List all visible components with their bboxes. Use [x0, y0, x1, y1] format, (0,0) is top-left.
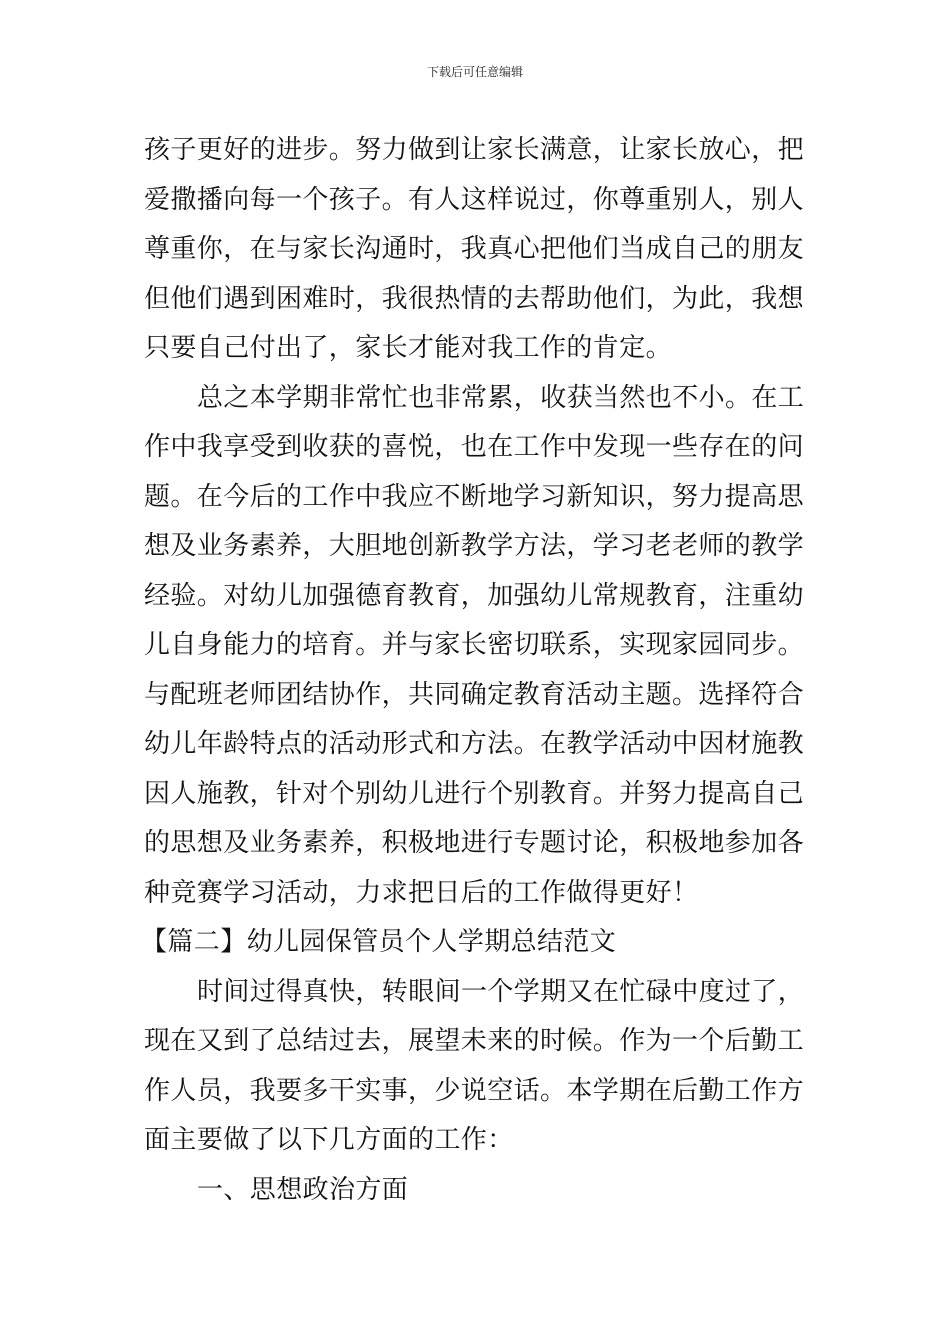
paragraph-line: 想及业务素养，大胆地创新教学方法，学习老老师的教学	[144, 531, 805, 561]
paragraph-line: 因人施教，针对个别幼儿进行个别教育。并努力提高自己	[144, 778, 805, 809]
paragraph-line: 尊重你，在与家长沟通时，我真心把他们当成自己的朋友	[144, 234, 805, 264]
paragraph-line: 但他们遇到困难时，我很热情的去帮助他们，为此，我想	[144, 283, 805, 314]
subsection-heading: 一、思想政治方面	[197, 1174, 409, 1205]
paragraph-line: 面主要做了以下几方面的工作：	[144, 1125, 514, 1155]
paragraph-line: 经验。对幼儿加强德育教育，加强幼儿常规教育，注重幼	[144, 580, 805, 611]
paragraph-line: 现在又到了总结过去，展望未来的时候。作为一个后勤工	[144, 1026, 805, 1056]
paragraph-line: 的思想及业务素养，积极地进行专题讨论，积极地参加各	[144, 828, 805, 858]
paragraph-line: 题。在今后的工作中我应不断地学习新知识，努力提高思	[144, 481, 805, 512]
paragraph-line: 儿自身能力的培育。并与家长密切联系，实现家园同步。	[144, 630, 805, 660]
paragraph-line: 作人员，我要多干实事，少说空话。本学期在后勤工作方	[144, 1075, 805, 1106]
paragraph-line: 种竞赛学习活动，力求把日后的工作做得更好！	[144, 877, 699, 908]
paragraph-line: 爱撒播向每一个孩子。有人这样说过，你尊重别人，别人	[144, 184, 805, 215]
paragraph-line: 时间过得真快，转眼间一个学期又在忙碌中度过了，	[197, 976, 805, 1007]
paragraph-line: 与配班老师团结协作，共同确定教育活动主题。选择符合	[144, 679, 805, 710]
paragraph-line: 作中我享受到收获的喜悦，也在工作中发现一些存在的问	[144, 432, 805, 462]
paragraph-line: 总之本学期非常忙也非常累，收获当然也不小。在工	[197, 382, 805, 413]
paragraph-line: 只要自己付出了，家长才能对我工作的肯定。	[144, 333, 673, 363]
page-header: 下载后可任意编辑	[426, 65, 523, 79]
section-heading: 【篇二】幼儿园保管员个人学期总结范文	[141, 927, 617, 957]
paragraph-line: 孩子更好的进步。努力做到让家长满意，让家长放心，把	[144, 135, 805, 165]
document-body	[141, 126, 809, 1215]
paragraph-line: 幼儿年龄特点的活动形式和方法。在教学活动中因材施教	[144, 729, 805, 759]
